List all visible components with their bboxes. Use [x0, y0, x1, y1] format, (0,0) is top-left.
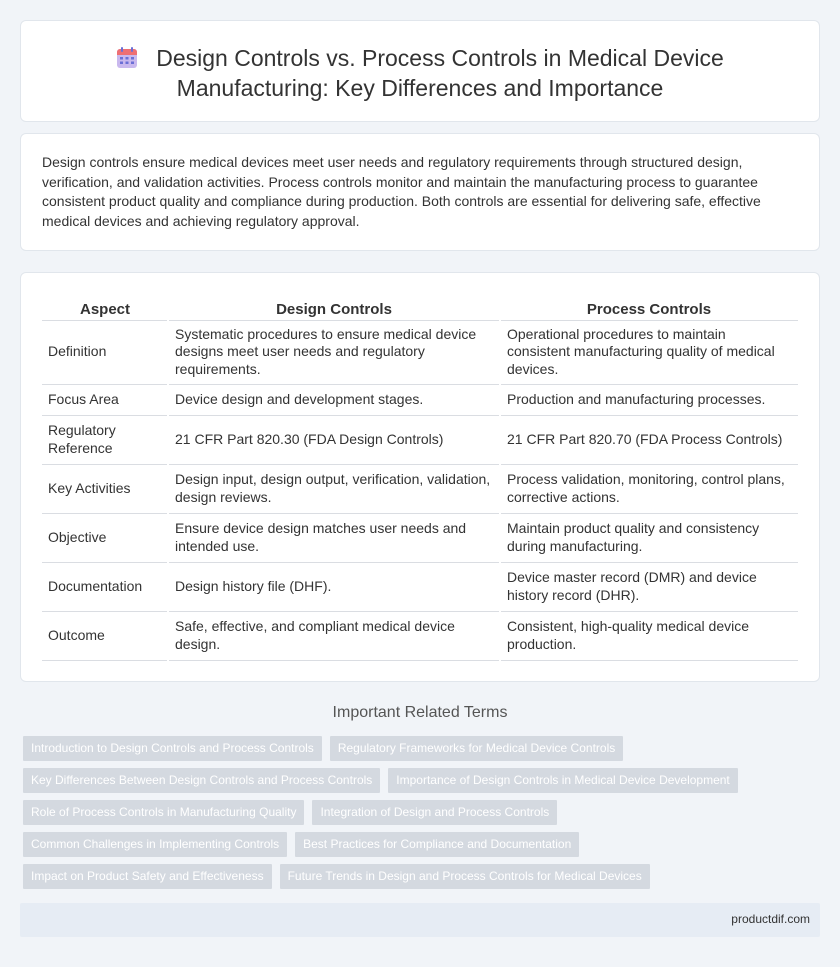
related-term-link[interactable]: Regulatory Frameworks for Medical Device Controls	[330, 736, 623, 761]
related-term-link[interactable]: Impact on Product Safety and Effectiveness	[23, 864, 272, 889]
related-term-link[interactable]: Importance of Design Controls in Medical Device Development	[388, 768, 738, 793]
row-aspect: Focus Area	[42, 384, 168, 415]
row-aspect: Documentation	[42, 562, 168, 611]
comparison-card	[20, 272, 820, 682]
title-card	[20, 20, 820, 122]
related-term-link[interactable]: Key Differences Between Design Controls and Process Controls	[23, 768, 380, 793]
row-aspect: Regulatory Reference	[42, 415, 168, 464]
table-row	[42, 384, 798, 415]
related-term-link[interactable]: Integration of Design and Process Controls	[312, 800, 557, 825]
header-process-controls: Process Controls	[500, 293, 798, 320]
row-process: 21 CFR Part 820.70 (FDA Process Controls)	[500, 415, 798, 464]
row-process: Operational procedures to maintain consistent manufacturing quality of medical devices.	[500, 320, 798, 384]
table-row	[42, 513, 798, 562]
intro-paragraph: Design controls ensure medical devices meet user needs and regulatory requirements through structured design, verification, and validation activities. Process controls monitor and maintain the manufacturing process to guarantee consistent product quality and compliance during production. Both controls are essential for delivering safe, effective medical devices and achieving regulatory approval.	[42, 154, 761, 229]
footer-site-link[interactable]: productdif.com	[731, 912, 810, 926]
header-design-controls: Design Controls	[168, 293, 500, 320]
table-row	[42, 464, 798, 513]
row-design: Ensure device design matches user needs and intended use.	[168, 513, 500, 562]
footer	[20, 903, 820, 937]
row-process: Process validation, monitoring, control plans, corrective actions.	[500, 464, 798, 513]
intro-card	[20, 133, 820, 251]
row-process: Consistent, high-quality medical device production.	[500, 611, 798, 660]
related-term-link[interactable]: Future Trends in Design and Process Controls for Medical Devices	[280, 864, 650, 889]
row-design: Design history file (DHF).	[168, 562, 500, 611]
row-aspect: Outcome	[42, 611, 168, 660]
row-aspect: Definition	[42, 320, 168, 384]
related-terms-title: Important Related Terms	[332, 704, 508, 721]
title-line-1: Design Controls vs. Process Controls in Medical Device	[156, 45, 724, 71]
related-terms-list	[23, 736, 823, 896]
related-term-link[interactable]: Common Challenges in Implementing Controls	[23, 832, 287, 857]
related-term-link[interactable]: Best Practices for Compliance and Documentation	[295, 832, 579, 857]
comparison-table	[42, 293, 798, 661]
related-term-link[interactable]: Introduction to Design Controls and Process Controls	[23, 736, 322, 761]
row-process: Device master record (DMR) and device history record (DHR).	[500, 562, 798, 611]
row-design: Device design and development stages.	[168, 384, 500, 415]
row-design: 21 CFR Part 820.30 (FDA Design Controls)	[168, 415, 500, 464]
page-title	[21, 43, 819, 103]
row-design: Design input, design output, verification, validation, design reviews.	[168, 464, 500, 513]
table-row	[42, 562, 798, 611]
table-row	[42, 611, 798, 660]
row-design: Safe, effective, and compliant medical device design.	[168, 611, 500, 660]
row-aspect: Objective	[42, 513, 168, 562]
row-design: Systematic procedures to ensure medical device designs meet user needs and regulatory requirements.	[168, 320, 500, 384]
row-process: Maintain product quality and consistency during manufacturing.	[500, 513, 798, 562]
title-line-2: Manufacturing: Key Differences and Importance	[176, 75, 664, 101]
table-row	[42, 415, 798, 464]
calendar-icon	[116, 47, 138, 69]
row-process: Production and manufacturing processes.	[500, 384, 798, 415]
related-term-link[interactable]: Role of Process Controls in Manufacturing Quality	[23, 800, 304, 825]
table-header-row	[42, 293, 798, 320]
header-aspect: Aspect	[42, 293, 168, 320]
row-aspect: Key Activities	[42, 464, 168, 513]
table-row	[42, 320, 798, 384]
